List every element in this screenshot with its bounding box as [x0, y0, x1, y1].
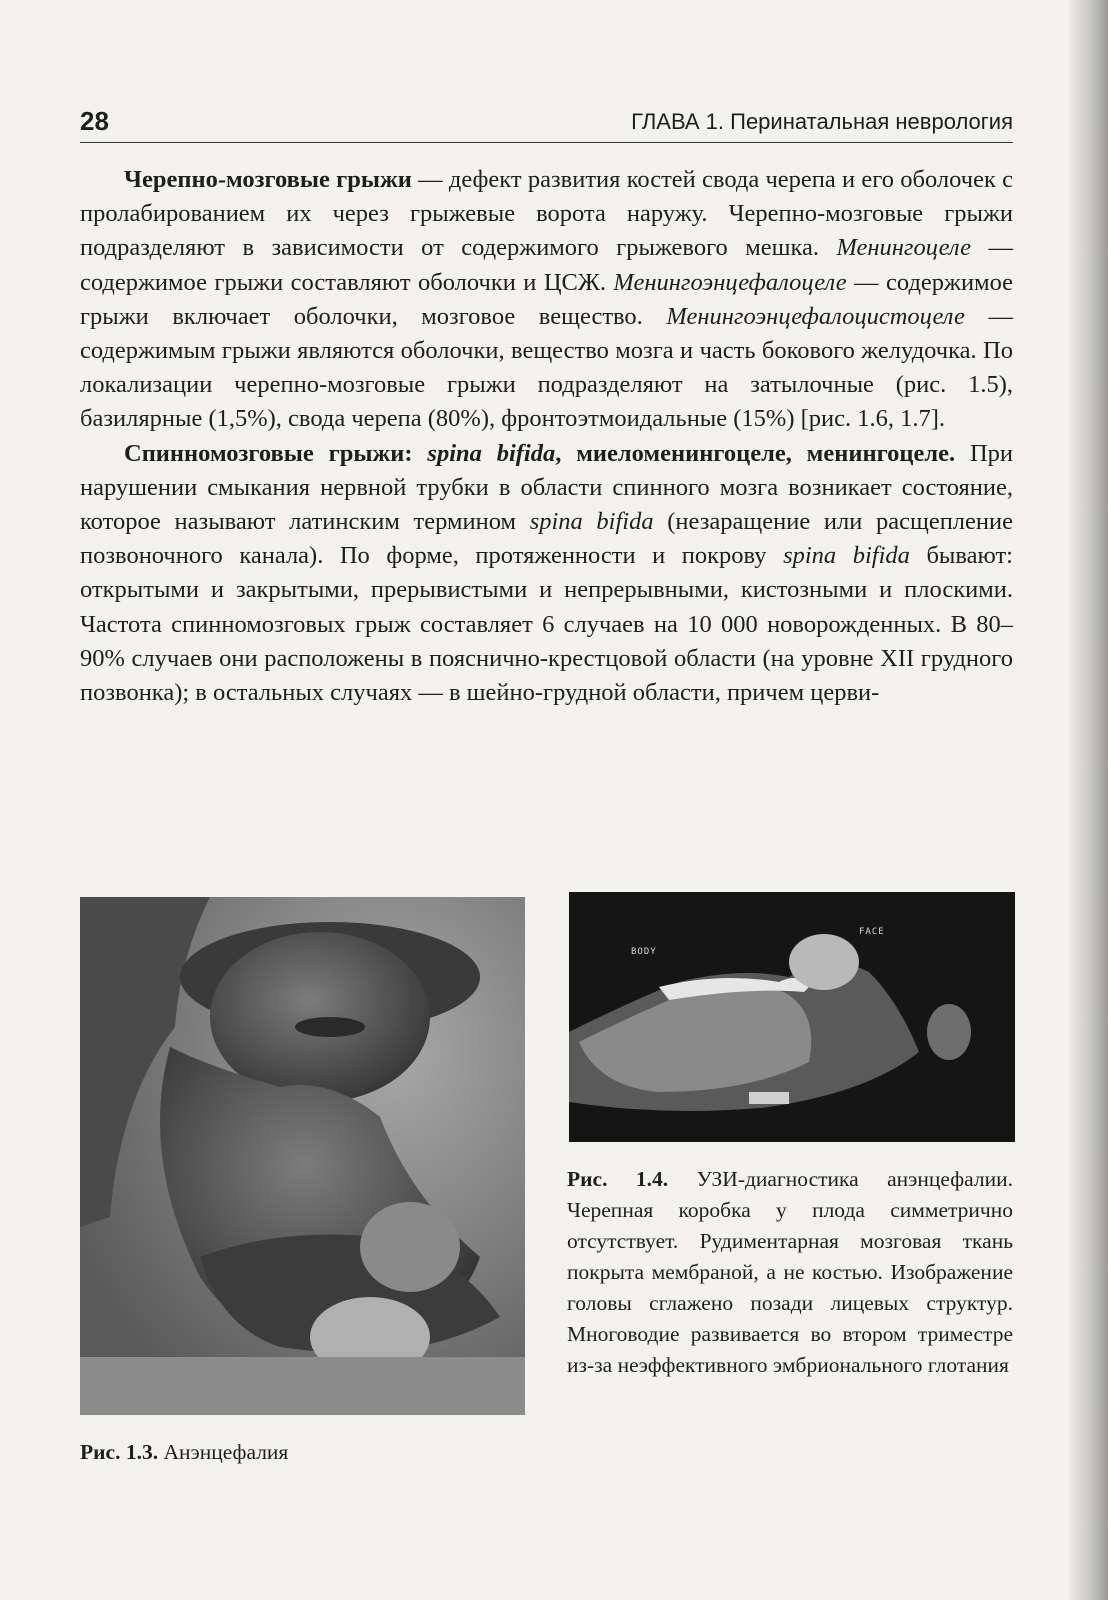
text-segment: — дефект развития костей свода черепа и его оболочек с пролабированием их через грыжевые ворота наружу. Черепно-мозговые грыжи подразделяют в зависимости от содержимого грыжевого мешка. — [80, 166, 1013, 262]
text-segment: — содержимое грыжи составляют оболочки и ЦСЖ. — [80, 234, 1013, 296]
heading-spinal-hernia: Спинномозговые грыжи: spina bifida, миеломенингоцеле, менингоцеле. — [124, 439, 956, 467]
figure-ultrasound-image — [569, 892, 1015, 1142]
figure3-label: Рис. 1.3. — [80, 1440, 159, 1464]
term-meningocele: Менингоцеле — [836, 234, 972, 262]
page-number: 28 — [80, 106, 109, 136]
figure-anencephaly-photo — [80, 897, 525, 1415]
figure4-caption-text: УЗИ-диагностика анэнцефалии. Черепная коробка у плода симметрично отсутствует. Рудиментарная мозговая ткань покрыта мембраной, а не костью. Изображение головы сглажено позади лицевых структур. Многоводие развивается во втором триместре из-за неэффективного эмбрионального глотания — [567, 1167, 1013, 1377]
paragraph-encephalocele — [80, 163, 1013, 437]
term-encephalocele: Черепно-мозговые грыжи — [124, 166, 412, 193]
page-edge-shadow — [1068, 0, 1108, 1600]
term-meningoencephalocystocele: Менингоэнцефалоцистоцеле — [666, 302, 965, 330]
text-segment: — содержимым грыжи являются оболочки, вещество мозга и часть бокового желудочка. По локализации черепно-мозговые грыжи подразделяют на затылочные (рис. 1.5), базилярные (1,5%), свода черепа (80%), фронтоэтмоидальные (15%) [рис. 1.6, 1.7]. — [80, 302, 1014, 433]
figure3-caption-text: Анэнцефалия — [158, 1440, 289, 1464]
term-spina-bifida: spina bifida — [783, 542, 910, 570]
paragraph-spina-bifida — [80, 437, 1013, 711]
text-segment: (незаращение или расщепление позвоночного канала). По форме, протяженности и покрову — [80, 508, 1014, 570]
term-meningoencephalocele: Менингоэнцефалоцеле — [613, 268, 847, 296]
text-segment: — содержимое грыжи включает оболочки, мозговое вещество. — [80, 268, 1014, 330]
term-spina-bifida: spina bifida — [529, 508, 654, 536]
figure3-caption — [80, 1440, 525, 1465]
figure4-label: Рис. 1.4. — [567, 1167, 669, 1191]
text-segment: бывают: открытыми и закрытыми, прерывистыми и непрерывными, кистозными и плоскими. Частота спинномозговых грыж составляет 6 случаев на 10 000 новорожденных. В 80–90% случаев они расположены в пояснично-крестцовой области (на уровне XII грудного позвонка); в остальных случаях — в шейно-грудной области, причем церви- — [80, 542, 1013, 707]
anencephaly-photo-illustration — [80, 897, 525, 1415]
running-head: ГЛАВА 1. Перинатальная неврология — [631, 109, 1013, 134]
figure4-caption — [567, 1164, 1013, 1381]
ultrasound-label-body: BODY — [631, 947, 657, 957]
ultrasound-illustration — [569, 892, 1015, 1142]
body-text — [80, 163, 1013, 710]
text-segment: При нарушении смыкания нервной трубки в области спинного мозга возникает состояние, которое называют латинским термином — [80, 439, 1013, 536]
page-header — [80, 106, 1013, 143]
ultrasound-label-face: FACE — [859, 927, 885, 937]
